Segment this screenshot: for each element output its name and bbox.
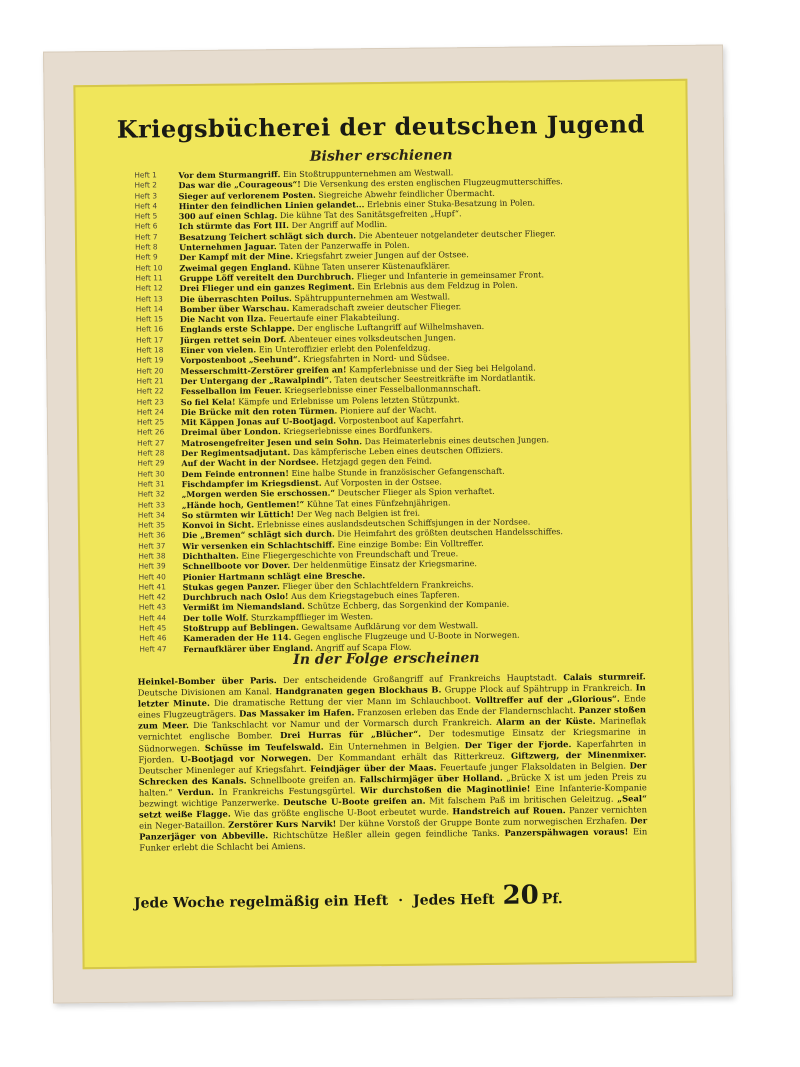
upcoming-title: Der Panzerjäger von Abbeville.	[139, 815, 648, 842]
upcoming-title: Panzer stoßen zum Meer.	[138, 704, 647, 731]
issue-description: Die kühne Tat des Sanitätsgefreiten „Hupf“.	[277, 208, 462, 221]
issue-description: Ein Erlebnis aus dem Feldzug in Polen.	[354, 279, 518, 292]
issue-title: Sieger auf verlorenem Posten.	[178, 189, 316, 201]
upcoming-description: Der entscheidende Großangriff auf Frankreichs Hauptstadt.	[276, 672, 564, 686]
issue-description: Taten deutscher Seestreitkräfte im Nordatlantik.	[331, 372, 536, 385]
upcoming-title: Verdun.	[177, 786, 214, 798]
footer-price-value: 20	[502, 880, 539, 911]
issue-description: Erlebnis einer Stuka-Besatzung in Polen.	[364, 197, 536, 210]
issue-number: Heft 5	[134, 211, 158, 221]
issue-number: Heft 18	[136, 345, 164, 355]
issue-number: Heft 25	[136, 417, 165, 427]
issue-number: Heft 23	[136, 396, 164, 407]
issue-title: Pionier Hartmann schlägt eine Bresche.	[182, 569, 366, 582]
issue-title: So stürmten wir Lüttich!	[181, 508, 295, 520]
issue-description: Gewaltsame Aufklärung vor dem Westwall.	[298, 620, 479, 632]
issue-description: Erlebnisse eines auslandsdeutschen Schiffsjungen in der Nordsee.	[254, 516, 531, 530]
issue-description: Die Versenkung des ersten englischen Flugzeugmutterschiffes.	[300, 176, 563, 190]
upcoming-description: Deutsche Divisionen am Kanal.	[137, 686, 276, 698]
issue-number: Heft 40	[138, 571, 166, 582]
upcoming-title: Feindjäger über der Maas.	[310, 762, 437, 774]
issue-number: Heft 36	[138, 530, 166, 540]
issue-title: Hinter den feindlichen Linien gelandet...	[178, 199, 365, 212]
issue-description: Kriegsfahrt zweier Jungen auf der Ostsee.	[293, 249, 469, 262]
issue-title: Vor dem Sturmangriff.	[178, 169, 281, 181]
issue-description: Kühne Taten unserer Küstenaufklärer.	[290, 259, 451, 272]
upcoming-title: Der Schrecken des Kanals.	[138, 760, 647, 787]
footer-price-unit: Pf.	[541, 891, 563, 908]
issue-title: Ich stürmte das Fort III.	[178, 220, 290, 232]
issue-title: Der Kampf mit der Mine.	[179, 251, 294, 263]
issue-description: Kampferlebnisse und der Sieg bei Helgoland.	[346, 362, 536, 375]
issue-number: Heft 12	[135, 283, 163, 293]
issue-number: Heft 46	[139, 633, 167, 643]
issue-description: Kriegserlebnisse einer Fesselballonmannschaft.	[281, 383, 481, 396]
issue-number: Heft 16	[135, 324, 164, 335]
issue-title: Einer von vielen.	[180, 344, 257, 356]
upcoming-title: Alarm an der Küste.	[496, 716, 596, 728]
issue-description: Der Angriff auf Modlin.	[288, 219, 388, 231]
issue-title: Fesselballon im Feuer.	[180, 385, 282, 397]
issue-title: Das war die „Courageous“!	[178, 179, 301, 191]
issue-title: Englands erste Schlappe.	[179, 323, 295, 335]
issue-description: Auf Vorposten in der Ostsee.	[321, 476, 442, 488]
published-issue-list	[134, 165, 679, 655]
issue-description: Eine halbe Stunde in französischer Gefangenschaft.	[288, 465, 505, 478]
issue-title: Kameraden der He 114.	[183, 632, 292, 644]
issue-title: „Hände hoch, Gentlemen!“	[181, 498, 305, 510]
issue-description: Ein Stoßtruppunternehmen am Westwall.	[280, 167, 454, 180]
issue-number: Heft 35	[137, 520, 166, 530]
issue-description: Die Abenteuer notgelandeter deutscher Flieger.	[355, 227, 556, 241]
issue-number: Heft 7	[134, 232, 158, 242]
issue-number: Heft 8	[135, 242, 158, 252]
issue-description: Die Heimfahrt des größten deutschen Handelsschiffes.	[334, 526, 563, 539]
issue-title: Die Nacht von Ilza.	[179, 313, 267, 325]
issue-number: Heft 34	[137, 510, 166, 520]
upcoming-title: Der Tiger der Fjorde.	[464, 738, 572, 750]
issue-number: Heft 43	[138, 602, 167, 613]
upcoming-description: Die Tankschlacht vor Namur und der Vormarsch durch Frankreich.	[188, 717, 497, 731]
upcoming-description: Feuertaufe junger Flaksoldaten in Belgien.	[436, 760, 630, 773]
upcoming-title: Zerstörer Kurs Narvik!	[228, 818, 337, 830]
issue-title: So fiel Kela!	[180, 396, 236, 407]
issue-number: Heft 47	[139, 643, 167, 654]
upcoming-title: Fallschirmjäger über Holland.	[359, 772, 503, 785]
issue-description: Der englische Luftangriff auf Wilhelmshaven.	[294, 321, 485, 334]
issue-description: Hetzjagd gegen den Feind.	[318, 455, 433, 468]
issue-description: Kämpfe und Erlebnisse um Polens letzten Stützpunkt.	[235, 393, 460, 407]
issue-title: Wir versenken ein Schlachtschiff.	[182, 539, 335, 551]
issue-title: Dreimal über London.	[180, 426, 281, 438]
upcoming-description: Gruppe Plock auf Spähtrupp in Frankreich.	[441, 682, 636, 695]
issue-title: Drei Flieger und ein ganzes Regiment.	[179, 281, 355, 294]
issue-description: Kühne Tat eines Fünfzehnjährigen.	[304, 496, 451, 509]
issue-number: Heft 15	[135, 314, 164, 324]
upcoming-description: Mit falschem Paß im britischen Geleitzug.	[425, 793, 618, 806]
footer-price-label: Jedes Heft	[412, 891, 495, 909]
upcoming-description: Der kühne Vorstoß der Gruppe Bonte zum norwegischen Erzhafen.	[336, 815, 631, 829]
upcoming-title: Das Massaker im Hafen.	[239, 707, 355, 719]
upcoming-title: „Seal“ setzt weiße Flagge.	[138, 793, 647, 820]
upcoming-title: Drei Hurras für „Blücher“.	[280, 729, 422, 741]
upcoming-title: Calais sturmreif.	[563, 671, 646, 683]
issue-title: Konvoi in Sicht.	[181, 519, 255, 531]
issue-description: Vorpostenboot auf Kaperfahrt.	[336, 414, 464, 426]
upcoming-description: Eine Infanterie-Kompanie bezwingt wichtige Panzerwerke.	[138, 782, 647, 809]
issue-title: Stoßtrupp auf Beblingen.	[183, 621, 299, 634]
upcoming-title: Giftzwerg, der Minenmixer.	[510, 748, 647, 761]
issue-number: Heft 44	[138, 613, 167, 623]
issue-description: Feuertaufe einer Flakabteilung.	[266, 311, 400, 324]
upcoming-titles-paragraph	[138, 671, 648, 854]
issue-number: Heft 10	[135, 262, 163, 273]
issue-description: Das Heimaterlebnis eines deutschen Jungen.	[361, 433, 550, 446]
issue-description: Pioniere auf der Wacht.	[337, 404, 437, 416]
issue-title: Dichthalten.	[182, 550, 239, 562]
issue-title: Auf der Wacht in der Nordsee.	[181, 457, 319, 469]
issue-title: Vermißt im Niemandsland.	[182, 601, 305, 613]
footer-separator: ·	[398, 892, 404, 909]
issue-title: Messerschmitt-Zerstörer greifen an!	[180, 364, 347, 376]
issue-number: Heft 3	[134, 190, 158, 201]
issue-title: Gruppe Löff vereitelt den Durchbruch.	[179, 271, 355, 284]
issue-number: Heft 41	[138, 582, 166, 592]
issue-number: Heft 24	[136, 407, 165, 417]
upcoming-description: Die dramatische Rettung der vier Mann im Schlauchboot.	[209, 695, 476, 709]
issue-title: Jürgen rettet sein Dorf.	[180, 333, 287, 345]
issue-title: Durchbruch nach Oslo!	[182, 591, 289, 603]
upcoming-description: In Frankreichs Festungsgürtel.	[213, 785, 361, 797]
issue-description: Sturzkampfflieger im Westen.	[248, 610, 374, 623]
upcoming-description: Franzosen erleben das Ende der Flandernschlacht.	[354, 705, 579, 718]
issue-description: Flieger über den Schlachtfeldern Frankreichs.	[279, 578, 474, 591]
upcoming-description: Marineflak vernichtet englische Bomber.	[138, 715, 647, 743]
footer-frequency: Jede Woche regelmäßig ein Heft	[133, 892, 389, 912]
upcoming-title: Wir durchstoßen die Maginotlinie!	[360, 783, 531, 796]
issue-number: Heft 28	[137, 448, 165, 458]
upcoming-title: U-Bootjagd vor Norwegen.	[180, 752, 312, 764]
issue-number: Heft 11	[135, 273, 163, 283]
upcoming-description: Wie das größte englische U-Boot erbeutet wurde.	[230, 806, 453, 819]
issue-title: Die Brücke mit den roten Türmen.	[180, 405, 338, 417]
issue-description: Aus dem Kriegstagebuch eines Tapferen.	[288, 589, 460, 602]
issue-title: Bomber über Warschau.	[179, 302, 290, 314]
issue-description: Abenteuer eines volksdeutschen Jungen.	[286, 331, 456, 344]
upcoming-description: Richtschütze Heßler allein gegen feindliche Tanks.	[268, 828, 505, 841]
issue-title: Fernaufklärer über England.	[183, 642, 314, 654]
issue-title: „Morgen werden Sie erschossen.“	[181, 487, 336, 500]
upcoming-description: Ein Unternehmen in Belgien.	[323, 739, 465, 752]
issue-number: Heft 14	[135, 304, 164, 314]
issue-number: Heft 1	[134, 170, 157, 180]
issue-title: Der tolle Wolf.	[182, 612, 249, 623]
issue-description: Schütze Echberg, das Sorgenkind der Kompanie.	[304, 599, 510, 612]
issue-description: Das kämpferische Leben eines deutschen Offiziers.	[290, 444, 504, 458]
issue-number: Heft 13	[135, 293, 163, 304]
issue-title: Die überraschten Poilus.	[179, 292, 292, 304]
issue-description: Kameradschaft zweier deutscher Flieger.	[289, 301, 462, 313]
issue-description: Kriegserlebnisse eines Bordfunkers.	[280, 424, 433, 437]
upcoming-description: Der todesmutige Einsatz der Kriegsmarine in Südnorwegen.	[138, 726, 647, 754]
issue-number: Heft 6	[134, 221, 158, 232]
issue-number: Heft 21	[136, 376, 164, 386]
issue-title: 300 auf einen Schlag.	[178, 210, 278, 222]
issue-title: Der Regimentsadjutant.	[181, 447, 291, 459]
upcoming-title: Handstreich auf Rouen.	[452, 805, 566, 817]
issue-number: Heft 29	[137, 458, 165, 468]
issue-number: Heft 33	[137, 499, 166, 510]
issue-description: Spähtruppunternehmen am Westwall.	[291, 290, 451, 303]
upcoming-heading: In der Folge erscheinen	[293, 650, 480, 668]
issue-title: Der Untergang der „Rawalpindi“.	[180, 374, 332, 387]
issue-number: Heft 30	[137, 468, 165, 479]
issue-title: Dem Feinde entronnen!	[181, 467, 289, 479]
issue-number: Heft 20	[136, 365, 164, 376]
published-heading: Bisher erschienen	[309, 147, 453, 165]
issue-number: Heft 26	[136, 427, 165, 438]
upcoming-description: Panzer vernichten ein Neger-Bataillon.	[139, 804, 648, 831]
footer-line	[134, 879, 654, 914]
upcoming-description: „Brücke X ist um jeden Preis zu halten.“	[138, 771, 647, 798]
yellow-content-panel	[73, 79, 696, 969]
upcoming-description: Ende eines Flugzeugträgers.	[137, 693, 646, 720]
issue-title: Die „Bremen“ schlägt sich durch.	[182, 528, 335, 541]
issue-title: Besatzung Teichert schlägt sich durch.	[178, 230, 357, 242]
issue-title: Vorpostenboot „Seehund“.	[180, 354, 301, 366]
upcoming-title: Heinkel-Bomber über Paris.	[137, 675, 277, 687]
upcoming-title: In letzter Minute.	[137, 682, 646, 709]
upcoming-title: Deutsche U-Boote greifen an.	[283, 795, 426, 808]
issue-number: Heft 17	[136, 335, 164, 345]
issue-title: Matrosengefreiter Jesen und sein Sohn.	[181, 435, 363, 448]
upcoming-title: Panzerspähwagen voraus!	[504, 826, 629, 839]
issue-number: Heft 45	[139, 623, 167, 633]
upcoming-description: Kaperfahrten in Fjorden.	[138, 737, 647, 765]
issue-number: Heft 4	[134, 201, 158, 211]
issue-description: Flieger und Infanterie in gemeinsamer Front.	[354, 269, 545, 282]
issue-number: Heft 42	[138, 592, 167, 602]
issue-number: Heft 27	[137, 438, 165, 448]
issue-number: Heft 9	[135, 252, 158, 262]
upcoming-title: Volltreffer auf der „Glorious“.	[475, 693, 620, 706]
issue-description: Deutscher Flieger als Spion verhaftet.	[334, 486, 495, 498]
issue-description: Siegreiche Abwehr feindlicher Übermacht.	[315, 187, 495, 200]
upcoming-description: Der Kommandant erhält das Ritterkreuz.	[311, 750, 512, 763]
upcoming-title: Schüsse im Teufelswald.	[204, 741, 324, 753]
issue-title: Stukas gegen Panzer.	[182, 580, 280, 592]
issue-title: Fischdampfer im Kriegsdienst.	[181, 477, 322, 490]
issue-number: Heft 38	[138, 551, 166, 561]
series-title: Kriegsbücherei der deutschen Jugend	[116, 109, 645, 144]
issue-title: Schnellboote vor Dover.	[182, 560, 291, 572]
upcoming-description: Ein Funker erlebt die Schlacht bei Amiens.	[139, 826, 648, 853]
issue-description: Ein Unteroffizier erlebt den Polenfeldzug.	[256, 342, 431, 355]
issue-number: Heft 32	[137, 489, 165, 499]
issue-description: Der Weg nach Belgien ist frei.	[294, 507, 421, 519]
issue-number: Heft 39	[138, 561, 166, 571]
upcoming-description: Deutscher Minenleger auf Kriegsfahrt.	[138, 763, 311, 776]
issue-description: Gegen englische Flugzeuge und U-Boote in Norwegen.	[291, 629, 520, 643]
issue-number: Heft 31	[137, 479, 165, 489]
issue-title: Zweimal gegen England.	[179, 261, 291, 273]
issue-description: Eine einzige Bombe: Ein Volltreffer.	[334, 537, 484, 550]
issue-number: Heft 22	[136, 386, 164, 396]
issue-description: Angriff auf Scapa Flow.	[313, 641, 412, 653]
issue-title: Unternehmen Jaguar.	[179, 241, 277, 253]
issue-description: Taten der Panzerwaffe in Polen.	[276, 239, 410, 252]
upcoming-description: Schnellboote greifen an.	[246, 774, 360, 786]
issue-description: Eine Fliegergeschichte von Freundschaft und Treue.	[238, 548, 459, 561]
issue-title: Mit Käppen Jonas auf U-Bootjagd.	[180, 415, 337, 428]
upcoming-title: Handgranaten gegen Blockhaus B.	[275, 684, 442, 697]
issue-number: Heft 2	[134, 180, 158, 190]
issue-number: Heft 19	[136, 355, 164, 365]
issue-description: Der heldenmütige Einsatz der Kriegsmarine.	[290, 558, 477, 571]
issue-description: Kriegsfahrten in Nord- und Südsee.	[300, 352, 450, 365]
issue-number: Heft 37	[138, 540, 166, 551]
